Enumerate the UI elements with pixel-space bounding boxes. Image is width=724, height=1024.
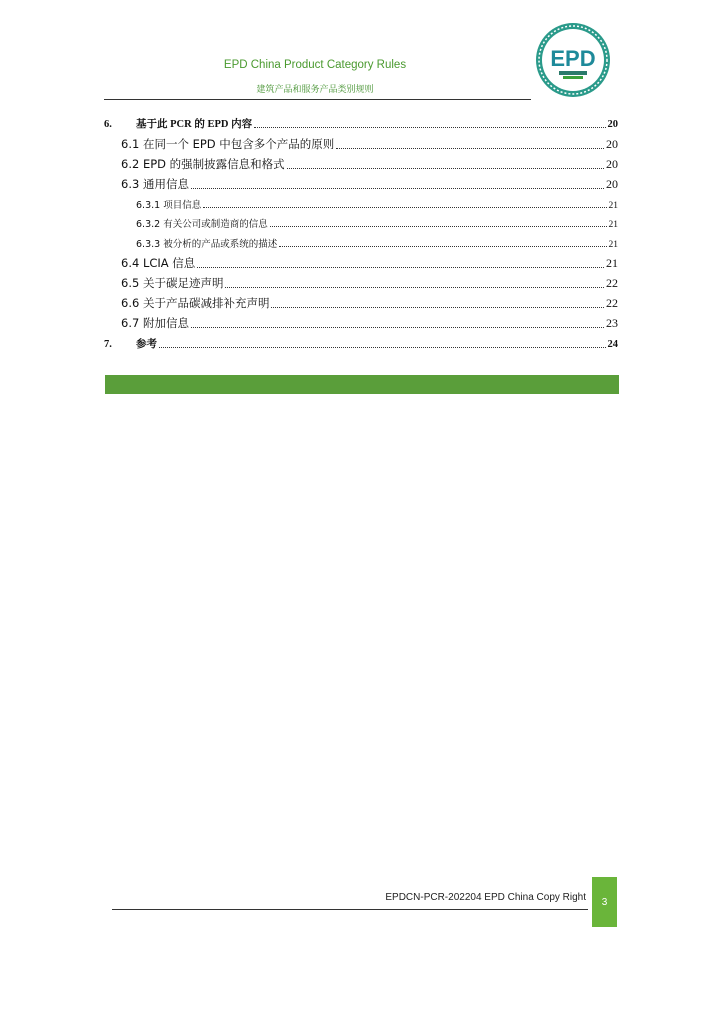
toc-entry-6-3-1[interactable]	[104, 197, 618, 211]
toc-page: 21	[608, 201, 618, 211]
toc-leader	[203, 207, 606, 208]
logo-lettering: EPD	[550, 46, 596, 71]
footer-divider	[112, 909, 588, 910]
toc-page: 21	[608, 240, 618, 250]
header-title: EPD China Product Category Rules	[223, 59, 407, 71]
toc-page: 21	[608, 220, 618, 230]
toc-title: 6.7 附加信息	[121, 316, 189, 330]
toc-page: 24	[607, 339, 618, 350]
toc-leader	[270, 226, 607, 227]
toc-title: 参考	[136, 339, 157, 350]
toc-entry-7[interactable]	[104, 336, 618, 351]
toc-leader	[191, 188, 604, 189]
toc-entry-6-3-2[interactable]	[104, 216, 618, 230]
toc-leader	[159, 347, 606, 348]
toc-leader	[279, 246, 606, 247]
footer-copyright: EPDCN-PCR-202204 EPD China Copy Right	[385, 892, 586, 903]
epd-china-logo	[535, 22, 611, 98]
toc-leader	[191, 327, 604, 328]
toc-leader	[287, 168, 604, 169]
toc-title: 6.4 LCIA 信息	[121, 256, 196, 270]
toc-page: 20	[606, 137, 618, 151]
toc-leader	[254, 127, 605, 128]
toc-entry-6-1[interactable]	[104, 136, 618, 152]
toc-page: 20	[606, 157, 618, 171]
toc-title: 6.3 通用信息	[121, 177, 189, 191]
toc-leader	[225, 287, 604, 288]
toc-title: 基于此 PCR 的 EPD 内容	[136, 119, 253, 130]
toc-entry-6-2[interactable]	[104, 156, 618, 172]
toc-number: 6.	[104, 119, 112, 130]
toc-page: 23	[606, 316, 618, 330]
toc-leader	[271, 307, 604, 308]
toc-entry-6-3[interactable]	[104, 176, 618, 192]
toc-leader	[197, 267, 604, 268]
section-divider-bar	[105, 375, 619, 394]
header-subtitle: 建筑产品和服务产品类别规则	[256, 85, 374, 95]
toc-page: 22	[606, 276, 618, 290]
toc-page: 22	[606, 296, 618, 310]
toc-number: 7.	[104, 339, 112, 350]
toc-leader	[336, 148, 604, 149]
toc-title: 6.5 关于碳足迹声明	[121, 276, 224, 290]
toc-entry-6[interactable]	[104, 116, 618, 131]
toc-title: 6.2 EPD 的强制披露信息和格式	[121, 157, 285, 171]
toc-title: 6.1 在同一个 EPD 中包含多个产品的原则	[121, 137, 335, 151]
toc-title: 6.3.1 项目信息	[136, 200, 202, 211]
toc-page: 21	[606, 256, 618, 270]
toc-page: 20	[607, 119, 618, 130]
toc-entry-6-7[interactable]	[104, 315, 618, 331]
toc-title: 6.6 关于产品碳减排补充声明	[121, 296, 270, 310]
header-divider	[104, 99, 531, 100]
toc-page: 20	[606, 177, 618, 191]
toc-title: 6.3.2 有关公司或制造商的信息	[136, 219, 268, 230]
toc-entry-6-4[interactable]	[104, 255, 618, 271]
toc-entry-6-6[interactable]	[104, 295, 618, 311]
page-number-badge: 3	[592, 877, 617, 927]
toc-entry-6-3-3[interactable]	[104, 236, 618, 250]
toc-title: 6.3.3 被分析的产品或系统的描述	[136, 239, 278, 250]
toc-entry-6-5[interactable]	[104, 275, 618, 291]
